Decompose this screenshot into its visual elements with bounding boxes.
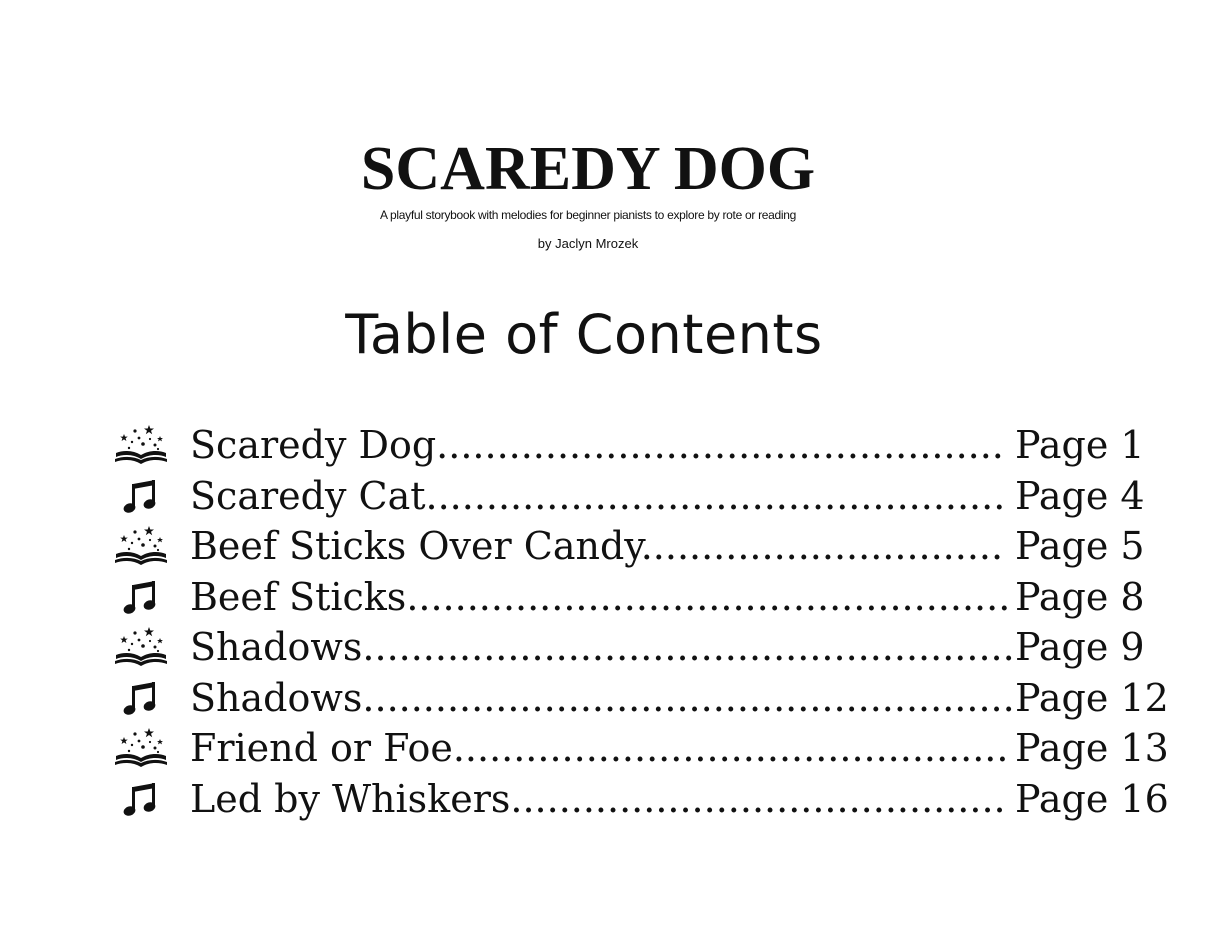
toc-entry-page: Page 13 [1015,726,1169,771]
music-note-icon [110,473,172,519]
toc-leader-dots: .............................. [640,524,1004,569]
storybook-icon [110,725,172,771]
toc-entry-label: Shadows...................................................... [190,625,1015,670]
toc-entry-label: Scaredy Dog............................................... [190,423,1004,468]
book-subtitle: A playful storybook with melodies for beginner pianists to explore by rote or reading [379,208,797,222]
toc-entry-page: Page 16 [1015,776,1169,821]
toc-entry-page: Page 4 [1015,473,1145,518]
toc-leader-dots: ................................................ [425,473,1006,518]
music-note-icon [110,776,172,822]
toc-entry-label: Beef Sticks.................................................. [190,574,1011,619]
toc-entry[interactable] [110,723,1169,774]
storybook-icon [110,523,172,569]
toc-heading: Table of Contents [345,303,823,366]
toc-leader-dots: ......................................... [510,776,1006,821]
toc-entry[interactable] [110,774,1169,825]
toc-entry[interactable] [110,521,1145,572]
toc-entry[interactable] [110,673,1169,724]
book-author: by Jaclyn Mrozek [537,236,639,251]
toc-entry-page: Page 12 [1015,675,1169,720]
table-of-contents [110,420,1169,824]
toc-entry-page: Page 8 [1015,574,1145,619]
toc-entry[interactable] [110,572,1145,623]
toc-leader-dots: .............................................. [452,726,1009,771]
music-note-icon [110,675,172,721]
toc-entry-page: Page 5 [1015,524,1145,569]
music-note-icon [110,574,172,620]
toc-entry-label: Beef Sticks Over Candy.............................. [190,524,1004,569]
toc-entry-page: Page 1 [1015,423,1145,468]
toc-entry-label: Friend or Foe.............................................. [190,726,1009,771]
toc-leader-dots: ...................................................... [362,675,1015,720]
toc-entry[interactable] [110,420,1145,471]
toc-entry[interactable] [110,622,1145,673]
toc-leader-dots: ...................................................... [362,625,1015,670]
storybook-icon [110,422,172,468]
toc-entry-label: Shadows...................................................... [190,675,1015,720]
toc-entry-label: Scaredy Cat................................................ [190,473,1006,518]
storybook-icon [110,624,172,670]
toc-leader-dots: ............................................... [436,423,1004,468]
book-title: SCAREDY DOG [360,135,816,203]
toc-entry-page: Page 9 [1015,625,1145,670]
toc-entry-label: Led by Whiskers......................................... [190,776,1006,821]
toc-leader-dots: .................................................. [406,574,1011,619]
toc-entry[interactable] [110,471,1145,522]
